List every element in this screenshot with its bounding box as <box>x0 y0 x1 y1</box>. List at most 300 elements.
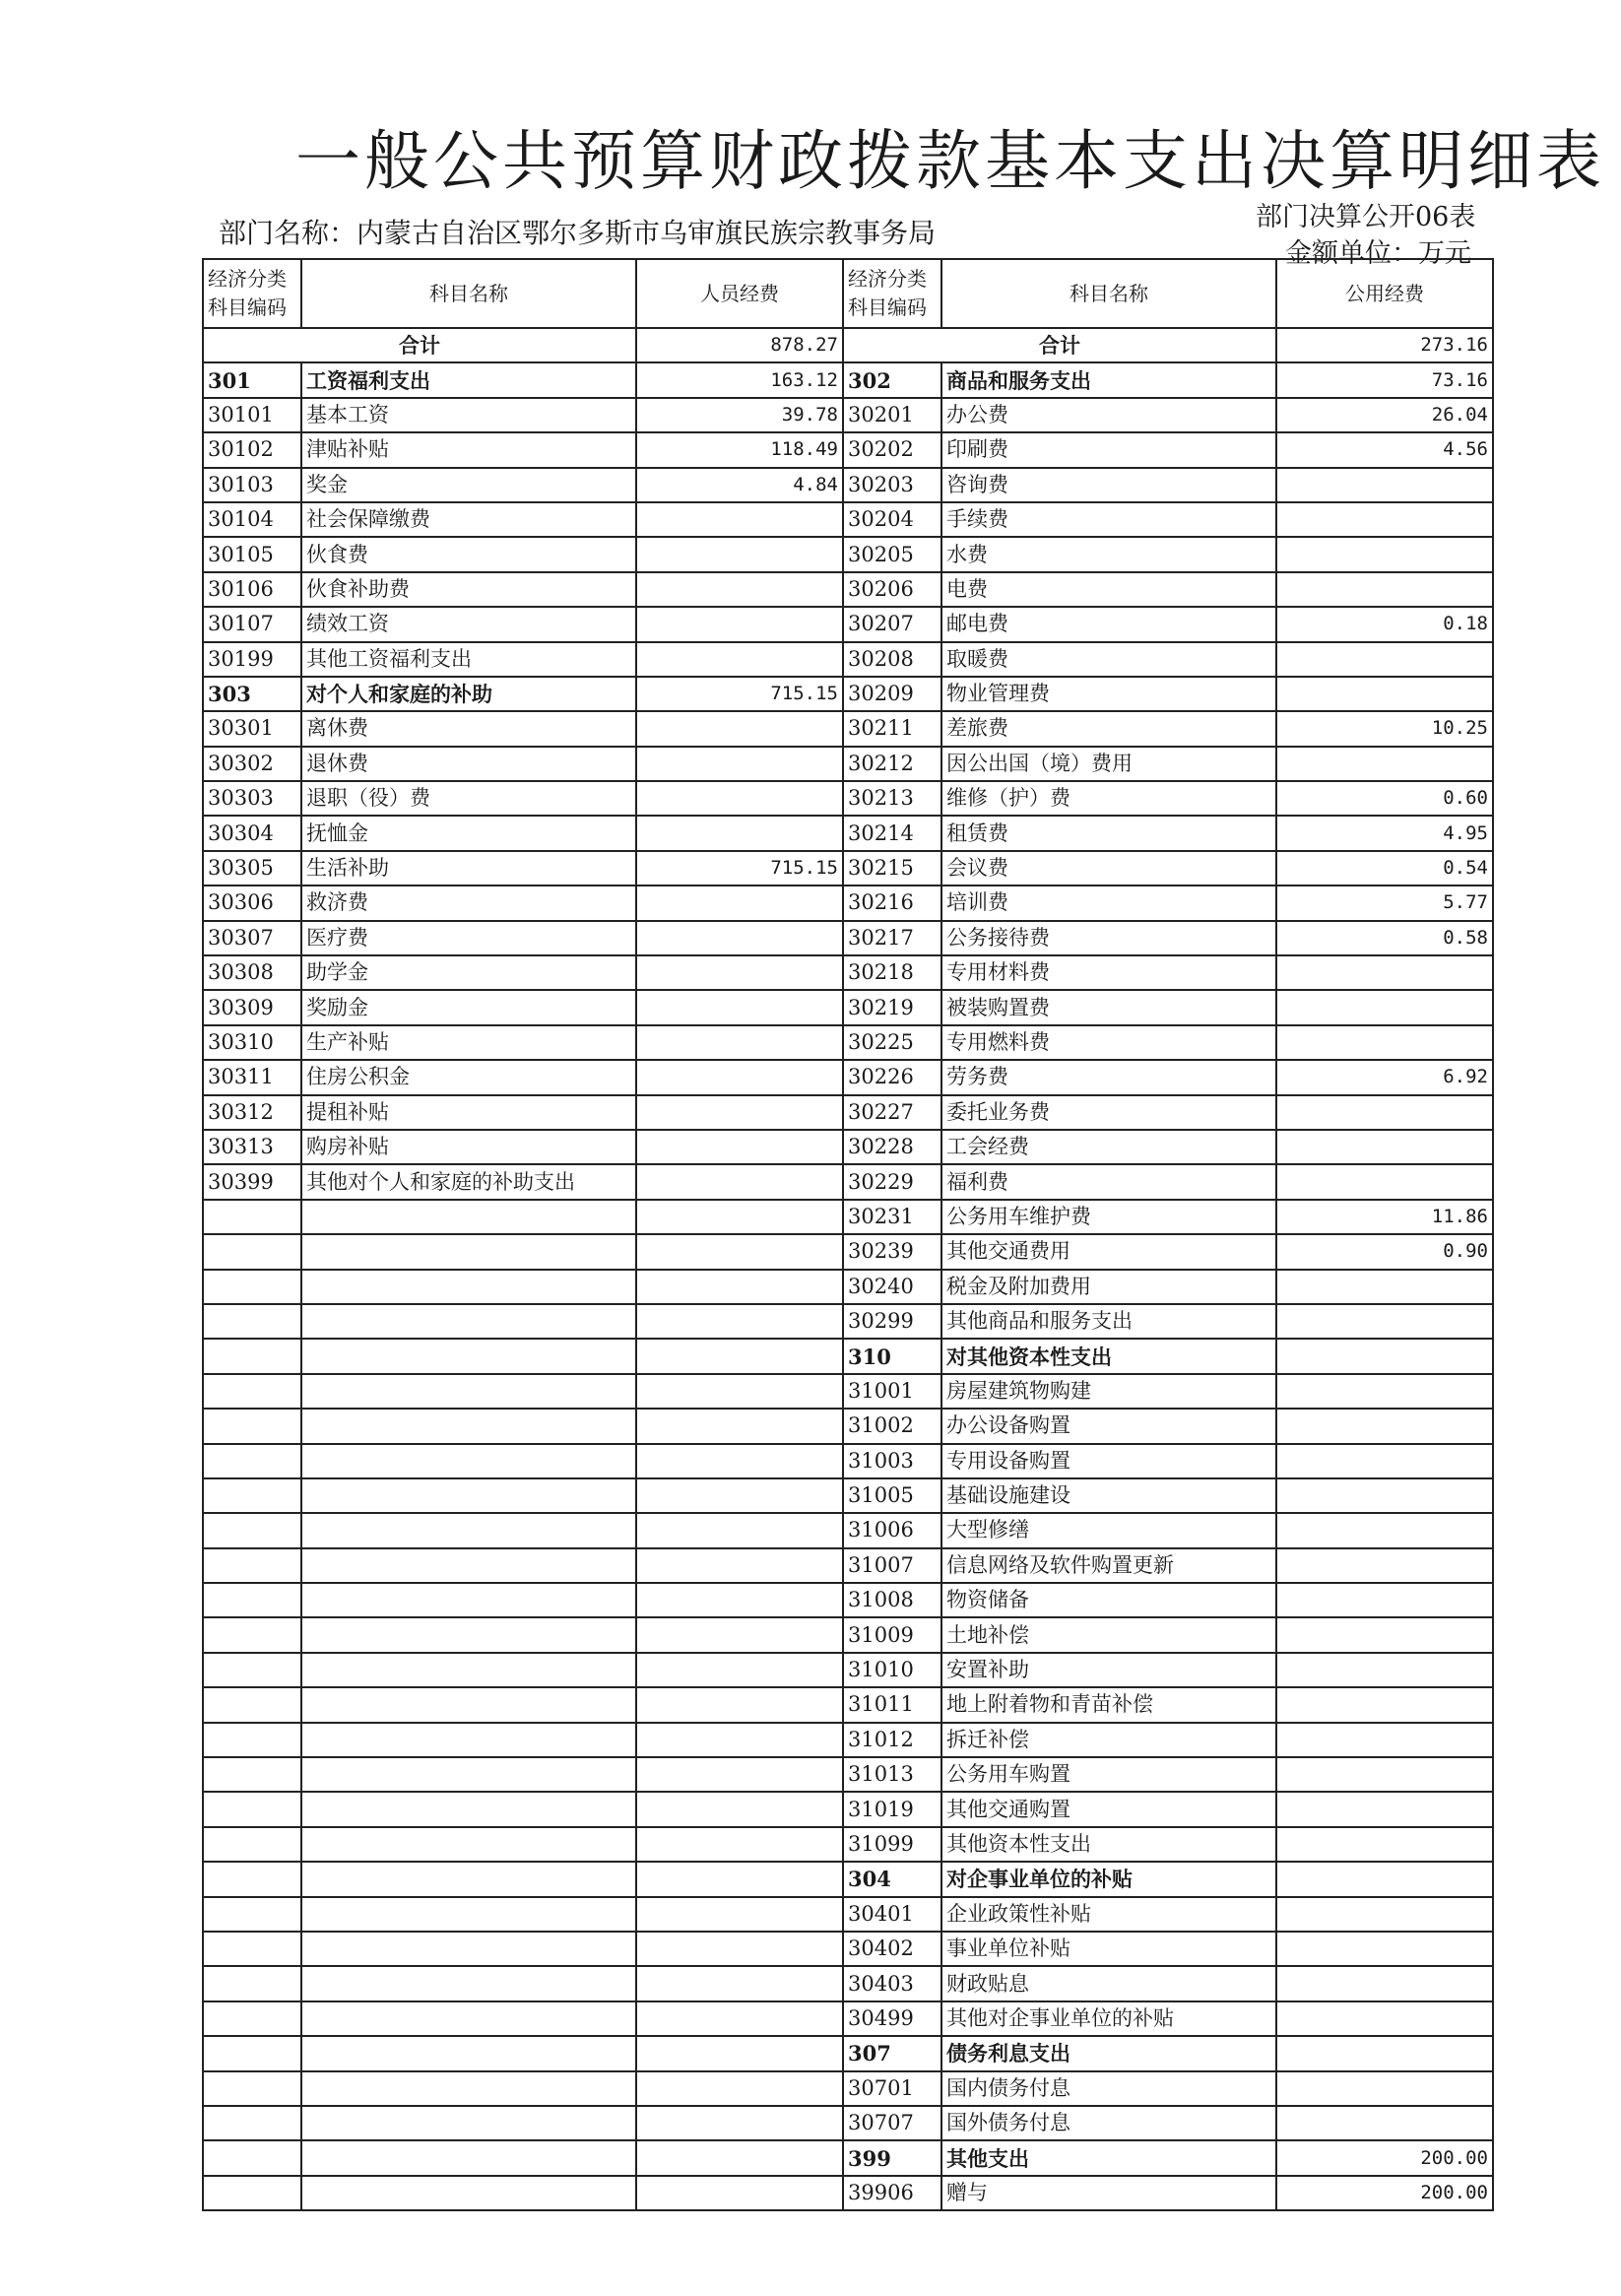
left-name-cell: 奖金 <box>301 468 636 502</box>
table-row <box>203 1234 1493 1269</box>
right-code-cell: 30215 <box>843 851 941 886</box>
right-code-cell: 31003 <box>843 1444 941 1478</box>
table-row <box>203 537 1493 571</box>
right-code-cell: 30211 <box>843 711 941 746</box>
right-code-cell: 31011 <box>843 1687 941 1722</box>
right-amount-cell <box>1276 1409 1493 1443</box>
right-name-cell: 手续费 <box>941 502 1276 537</box>
right-amount-cell: 0.54 <box>1276 851 1493 886</box>
left-code-header-line1: 经济分类 <box>208 267 287 291</box>
right-name-cell: 商品和服务支出 <box>941 362 1276 397</box>
left-code-cell: 30301 <box>203 711 301 746</box>
left-code-cell <box>203 1234 301 1269</box>
table-row <box>203 1130 1493 1164</box>
right-amount-cell: 0.60 <box>1276 781 1493 816</box>
left-name-cell: 生活补助 <box>301 851 636 886</box>
table-row <box>203 607 1493 641</box>
table-row <box>203 1304 1493 1339</box>
right-code-cell: 30207 <box>843 607 941 641</box>
right-name-cell: 电费 <box>941 572 1276 607</box>
right-code-cell: 30217 <box>843 921 941 955</box>
right-amount-cell <box>1276 1966 1493 2001</box>
right-name-cell: 办公费 <box>941 398 1276 432</box>
left-amount-cell <box>636 711 843 746</box>
table-row <box>203 1339 1493 1373</box>
left-amount-cell <box>636 1374 843 1409</box>
left-amount-cell <box>636 781 843 816</box>
left-amount-cell <box>636 990 843 1024</box>
right-name-cell: 被装购置费 <box>941 990 1276 1024</box>
right-amount-cell <box>1276 1687 1493 1722</box>
left-code-cell <box>203 1687 301 1722</box>
right-amount-cell: 6.92 <box>1276 1060 1493 1094</box>
right-amount-cell: 200.00 <box>1276 2140 1493 2175</box>
table-row <box>203 955 1493 990</box>
left-name-cell <box>301 1653 636 1687</box>
right-code-cell: 31002 <box>843 1409 941 1443</box>
left-code-header <box>203 259 301 328</box>
right-name-cell: 专用设备购置 <box>941 1444 1276 1478</box>
table-row <box>203 1513 1493 1547</box>
table-row <box>203 677 1493 711</box>
right-amount-cell <box>1276 1932 1493 1966</box>
left-code-cell: 30313 <box>203 1130 301 1164</box>
right-code-cell: 30239 <box>843 1234 941 1269</box>
right-code-cell: 30403 <box>843 1966 941 2001</box>
table-row <box>203 2176 1493 2210</box>
right-code-cell: 30201 <box>843 398 941 432</box>
left-amount-cell <box>636 816 843 850</box>
left-code-cell: 301 <box>203 362 301 397</box>
right-name-cell: 其他商品和服务支出 <box>941 1304 1276 1339</box>
left-amount-cell <box>636 886 843 920</box>
right-code-header-line2: 科目编码 <box>848 295 927 319</box>
right-amount-cell <box>1276 1792 1493 1826</box>
left-amount-cell <box>636 1723 843 1757</box>
left-code-cell <box>203 1792 301 1826</box>
left-name-cell: 医疗费 <box>301 921 636 955</box>
left-name-cell: 工资福利支出 <box>301 362 636 397</box>
right-name-cell: 办公设备购置 <box>941 1409 1276 1443</box>
right-code-cell: 30228 <box>843 1130 941 1164</box>
table-row <box>203 990 1493 1024</box>
right-amount-cell <box>1276 642 1493 677</box>
left-amount-cell <box>636 1444 843 1478</box>
left-name-cell: 津贴补贴 <box>301 432 636 467</box>
right-code-cell: 31013 <box>843 1757 941 1792</box>
left-amount-cell <box>636 1897 843 1932</box>
left-amount-cell <box>636 1060 843 1094</box>
left-amount-cell <box>636 1095 843 1130</box>
right-name-cell: 其他交通费用 <box>941 1234 1276 1269</box>
table-row <box>203 1025 1493 1060</box>
left-name-cell <box>301 1444 636 1478</box>
right-code-cell: 30214 <box>843 816 941 850</box>
left-name-cell: 救济费 <box>301 886 636 920</box>
right-amount-cell <box>1276 1862 1493 1896</box>
right-amount-cell <box>1276 2106 1493 2140</box>
right-name-cell: 公务用车购置 <box>941 1757 1276 1792</box>
right-code-cell: 302 <box>843 362 941 397</box>
right-amount-cell: 0.90 <box>1276 1234 1493 1269</box>
right-amount-cell: 5.77 <box>1276 886 1493 920</box>
right-name-header: 科目名称 <box>941 259 1276 328</box>
left-name-cell: 对个人和家庭的补助 <box>301 677 636 711</box>
left-name-cell <box>301 1583 636 1617</box>
left-name-cell: 生产补贴 <box>301 1025 636 1060</box>
left-amount-header: 人员经费 <box>636 259 843 328</box>
left-code-cell: 30199 <box>203 642 301 677</box>
right-name-cell: 专用材料费 <box>941 955 1276 990</box>
left-name-cell <box>301 1792 636 1826</box>
left-code-cell <box>203 1966 301 2001</box>
right-amount-cell <box>1276 502 1493 537</box>
left-amount-cell <box>636 1932 843 1966</box>
right-amount-cell <box>1276 677 1493 711</box>
left-code-cell <box>203 1513 301 1547</box>
table-row <box>203 1583 1493 1617</box>
left-amount-cell <box>636 1653 843 1687</box>
table-row <box>203 1164 1493 1199</box>
table-row <box>203 1374 1493 1409</box>
right-name-cell: 物资储备 <box>941 1583 1276 1617</box>
right-name-cell: 租赁费 <box>941 816 1276 850</box>
left-amount-cell <box>636 2001 843 2036</box>
left-amount-cell <box>636 2140 843 2175</box>
table-row <box>203 1270 1493 1304</box>
right-code-cell: 39906 <box>843 2176 941 2210</box>
table-row <box>203 851 1493 886</box>
right-code-cell: 30218 <box>843 955 941 990</box>
left-amount-cell <box>636 1130 843 1164</box>
right-code-header-line1: 经济分类 <box>848 267 927 291</box>
left-name-cell <box>301 2001 636 2036</box>
left-name-cell: 社会保障缴费 <box>301 502 636 537</box>
right-total-label: 合计 <box>843 328 1276 362</box>
right-code-cell: 30499 <box>843 2001 941 2036</box>
left-name-cell: 退职（役）费 <box>301 781 636 816</box>
left-name-cell <box>301 1478 636 1513</box>
table-row <box>203 1548 1493 1583</box>
left-name-cell <box>301 1932 636 1966</box>
table-row <box>203 1862 1493 1896</box>
left-code-cell: 30399 <box>203 1164 301 1199</box>
right-code-cell: 304 <box>843 1862 941 1896</box>
right-code-cell: 31005 <box>843 1478 941 1513</box>
left-code-cell <box>203 1757 301 1792</box>
table-row <box>203 1723 1493 1757</box>
right-name-cell: 赠与 <box>941 2176 1276 2210</box>
table-row <box>203 886 1493 920</box>
right-code-cell: 30202 <box>843 432 941 467</box>
table-row <box>203 1757 1493 1792</box>
right-name-cell: 委托业务费 <box>941 1095 1276 1130</box>
right-name-cell: 对企事业单位的补贴 <box>941 1862 1276 1896</box>
right-name-cell: 公务用车维护费 <box>941 1200 1276 1234</box>
left-amount-cell <box>636 955 843 990</box>
left-code-cell: 30103 <box>203 468 301 502</box>
left-amount-cell: 39.78 <box>636 398 843 432</box>
document-title: 一般公共预算财政拨款基本支出决算明细表 <box>295 123 1605 199</box>
left-code-cell <box>203 1653 301 1687</box>
right-amount-cell: 200.00 <box>1276 2176 1493 2210</box>
left-amount-cell <box>636 1339 843 1373</box>
table-row <box>203 1792 1493 1826</box>
right-amount-cell: 4.56 <box>1276 432 1493 467</box>
right-amount-cell <box>1276 1548 1493 1583</box>
left-code-cell: 30308 <box>203 955 301 990</box>
right-name-cell: 对其他资本性支出 <box>941 1339 1276 1373</box>
left-name-cell: 伙食费 <box>301 537 636 571</box>
left-name-cell <box>301 1827 636 1862</box>
left-name-cell: 离休费 <box>301 711 636 746</box>
left-name-cell <box>301 1723 636 1757</box>
left-amount-cell <box>636 2106 843 2140</box>
right-amount-cell <box>1276 1304 1493 1339</box>
table-row <box>203 747 1493 781</box>
right-amount-cell <box>1276 955 1493 990</box>
left-code-cell: 30102 <box>203 432 301 467</box>
right-name-cell: 其他资本性支出 <box>941 1827 1276 1862</box>
left-name-cell: 抚恤金 <box>301 816 636 850</box>
left-amount-cell <box>636 1270 843 1304</box>
right-amount-cell <box>1276 1653 1493 1687</box>
left-name-cell <box>301 1200 636 1234</box>
right-amount-cell: 0.18 <box>1276 607 1493 641</box>
right-code-cell: 30701 <box>843 2071 941 2106</box>
left-amount-cell <box>636 1164 843 1199</box>
table-row <box>203 1478 1493 1513</box>
left-code-cell <box>203 1617 301 1652</box>
left-code-cell <box>203 1270 301 1304</box>
right-amount-cell <box>1276 1513 1493 1547</box>
left-name-cell <box>301 1374 636 1409</box>
table-row <box>203 362 1493 397</box>
left-code-cell: 30105 <box>203 537 301 571</box>
right-amount-cell: 26.04 <box>1276 398 1493 432</box>
left-amount-cell <box>636 2036 843 2070</box>
left-code-cell <box>203 1862 301 1896</box>
right-code-cell: 399 <box>843 2140 941 2175</box>
right-name-cell: 财政贴息 <box>941 1966 1276 2001</box>
right-name-cell: 土地补偿 <box>941 1617 1276 1652</box>
right-code-cell: 30213 <box>843 781 941 816</box>
left-name-cell: 退休费 <box>301 747 636 781</box>
left-name-cell <box>301 1966 636 2001</box>
right-code-cell: 30402 <box>843 1932 941 1966</box>
left-code-cell: 30307 <box>203 921 301 955</box>
left-amount-cell: 4.84 <box>636 468 843 502</box>
right-code-cell: 30212 <box>843 747 941 781</box>
left-name-cell <box>301 1513 636 1547</box>
right-code-cell: 31006 <box>843 1513 941 1547</box>
right-name-cell: 差旅费 <box>941 711 1276 746</box>
left-code-cell: 30305 <box>203 851 301 886</box>
left-code-cell: 30106 <box>203 572 301 607</box>
left-amount-cell <box>636 1757 843 1792</box>
left-code-cell <box>203 2106 301 2140</box>
table-row <box>203 1827 1493 1862</box>
table-row <box>203 1897 1493 1932</box>
left-code-cell: 30101 <box>203 398 301 432</box>
table-row <box>203 2140 1493 2175</box>
left-code-cell <box>203 2071 301 2106</box>
left-amount-cell: 715.15 <box>636 851 843 886</box>
left-name-cell: 其他对个人和家庭的补助支出 <box>301 1164 636 1199</box>
right-code-cell: 31099 <box>843 1827 941 1862</box>
left-amount-cell <box>636 921 843 955</box>
table-row <box>203 398 1493 432</box>
table-row <box>203 468 1493 502</box>
left-code-cell <box>203 1304 301 1339</box>
right-name-cell: 国内债务付息 <box>941 2071 1276 2106</box>
right-amount-cell: 11.86 <box>1276 1200 1493 1234</box>
left-amount-cell <box>636 1409 843 1443</box>
right-amount-cell <box>1276 2001 1493 2036</box>
right-code-cell: 30226 <box>843 1060 941 1094</box>
right-name-cell: 事业单位补贴 <box>941 1932 1276 1966</box>
table-number: 部门决算公开06表 <box>1256 202 1476 232</box>
left-amount-cell <box>636 2176 843 2210</box>
left-name-cell <box>301 1234 636 1269</box>
right-amount-cell <box>1276 1270 1493 1304</box>
right-code-cell: 30206 <box>843 572 941 607</box>
right-code-cell: 30227 <box>843 1095 941 1130</box>
left-amount-cell <box>636 1304 843 1339</box>
left-code-cell <box>203 1583 301 1617</box>
table-row <box>203 1687 1493 1722</box>
right-amount-cell <box>1276 2071 1493 2106</box>
right-name-cell: 物业管理费 <box>941 677 1276 711</box>
right-code-cell: 30219 <box>843 990 941 1024</box>
left-amount-cell: 118.49 <box>636 432 843 467</box>
right-amount-cell <box>1276 1025 1493 1060</box>
right-amount-cell <box>1276 1444 1493 1478</box>
right-name-cell: 培训费 <box>941 886 1276 920</box>
left-name-cell <box>301 1862 636 1896</box>
left-code-cell: 303 <box>203 677 301 711</box>
left-total-amount: 878.27 <box>636 328 843 362</box>
left-code-cell: 30312 <box>203 1095 301 1130</box>
left-amount-cell <box>636 607 843 641</box>
right-name-cell: 基础设施建设 <box>941 1478 1276 1513</box>
left-amount-cell <box>636 1025 843 1060</box>
left-code-cell: 30107 <box>203 607 301 641</box>
right-amount-cell <box>1276 990 1493 1024</box>
left-name-cell <box>301 2176 636 2210</box>
right-amount-cell <box>1276 1583 1493 1617</box>
left-code-cell <box>203 1200 301 1234</box>
left-code-cell: 30310 <box>203 1025 301 1060</box>
left-name-cell: 购房补贴 <box>301 1130 636 1164</box>
left-amount-cell <box>636 1617 843 1652</box>
left-name-cell: 绩效工资 <box>301 607 636 641</box>
right-code-cell: 31012 <box>843 1723 941 1757</box>
right-code-cell: 31009 <box>843 1617 941 1652</box>
table-row <box>203 2001 1493 2036</box>
right-code-cell: 30204 <box>843 502 941 537</box>
table-row <box>203 642 1493 677</box>
right-name-cell: 劳务费 <box>941 1060 1276 1094</box>
right-name-cell: 维修（护）费 <box>941 781 1276 816</box>
table-row <box>203 1095 1493 1130</box>
table-row <box>203 1200 1493 1234</box>
left-name-cell <box>301 1617 636 1652</box>
table-row <box>203 781 1493 816</box>
left-amount-cell <box>636 2071 843 2106</box>
left-code-cell <box>203 1374 301 1409</box>
table-row <box>203 572 1493 607</box>
left-code-cell: 30303 <box>203 781 301 816</box>
left-code-cell <box>203 1548 301 1583</box>
left-code-cell: 30302 <box>203 747 301 781</box>
department-name: 部门名称：内蒙古自治区鄂尔多斯市乌审旗民族宗教事务局 <box>219 217 937 249</box>
left-code-cell <box>203 1339 301 1373</box>
table-row <box>203 1966 1493 2001</box>
right-code-cell: 30205 <box>843 537 941 571</box>
right-name-cell: 咨询费 <box>941 468 1276 502</box>
right-amount-cell <box>1276 1827 1493 1862</box>
right-name-cell: 取暖费 <box>941 642 1276 677</box>
table-row <box>203 816 1493 850</box>
right-name-cell: 因公出国（境）费用 <box>941 747 1276 781</box>
right-name-cell: 其他支出 <box>941 2140 1276 2175</box>
header-row <box>203 259 1493 328</box>
left-amount-cell <box>636 502 843 537</box>
left-amount-cell: 715.15 <box>636 677 843 711</box>
left-name-cell: 助学金 <box>301 955 636 990</box>
right-amount-cell <box>1276 468 1493 502</box>
left-code-cell: 30309 <box>203 990 301 1024</box>
expenditure-table <box>202 258 1494 2211</box>
right-code-cell: 30209 <box>843 677 941 711</box>
left-total-label: 合计 <box>203 328 636 362</box>
right-code-cell: 31010 <box>843 1653 941 1687</box>
right-name-cell: 房屋建筑物购建 <box>941 1374 1276 1409</box>
left-name-cell: 提租补贴 <box>301 1095 636 1130</box>
right-total-amount: 273.16 <box>1276 328 1493 362</box>
right-name-cell: 水费 <box>941 537 1276 571</box>
right-amount-cell <box>1276 1723 1493 1757</box>
right-amount-cell <box>1276 1757 1493 1792</box>
right-name-cell: 福利费 <box>941 1164 1276 1199</box>
right-amount-cell <box>1276 2036 1493 2070</box>
right-amount-cell <box>1276 572 1493 607</box>
left-name-cell: 住房公积金 <box>301 1060 636 1094</box>
right-amount-header: 公用经费 <box>1276 259 1493 328</box>
right-amount-cell <box>1276 1617 1493 1652</box>
right-name-cell: 其他交通购置 <box>941 1792 1276 1826</box>
right-code-cell: 30707 <box>843 2106 941 2140</box>
right-amount-cell: 4.95 <box>1276 816 1493 850</box>
right-name-cell: 大型修缮 <box>941 1513 1276 1547</box>
left-code-cell: 30306 <box>203 886 301 920</box>
right-name-cell: 拆迁补偿 <box>941 1723 1276 1757</box>
left-name-cell <box>301 1548 636 1583</box>
amount-unit: 金额单位：万元 <box>1285 238 1471 269</box>
table-row <box>203 1617 1493 1652</box>
right-name-cell: 信息网络及软件购置更新 <box>941 1548 1276 1583</box>
left-name-cell <box>301 1270 636 1304</box>
table-row <box>203 2106 1493 2140</box>
table-row <box>203 1932 1493 1966</box>
left-code-cell <box>203 1409 301 1443</box>
right-code-cell: 31001 <box>843 1374 941 1409</box>
left-code-cell <box>203 1444 301 1478</box>
right-name-cell: 企业政策性补贴 <box>941 1897 1276 1932</box>
left-code-cell <box>203 1897 301 1932</box>
left-amount-cell: 163.12 <box>636 362 843 397</box>
